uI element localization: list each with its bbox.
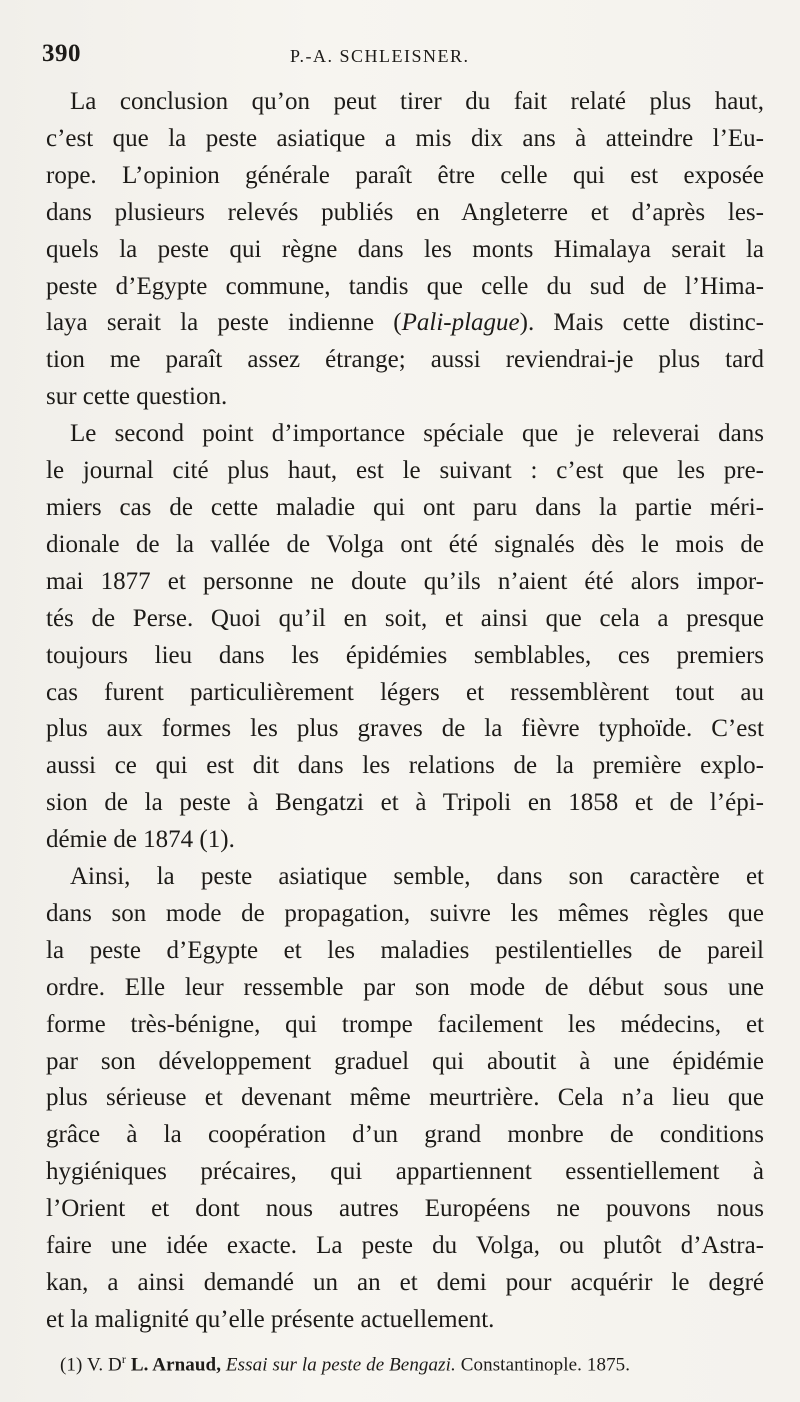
- footnote: [60, 1346, 780, 1378]
- footnote-author: L. Arnaud,: [130, 1354, 222, 1376]
- text-line: dans plusieurs relevés publiés en Angleterre et d’après les-: [46, 198, 764, 226]
- text-line: par son développement graduel qui aboutit à une épidémie: [46, 1047, 764, 1075]
- text-line: l’Orient et dont nous autres Européens ne pouvons nous: [46, 1195, 764, 1223]
- body-text: [46, 84, 764, 1339]
- footnote-publication: Constantinople. 1875.: [460, 1354, 631, 1376]
- text-line: Le second point d’importance spéciale que je releverai dans: [70, 420, 764, 448]
- text-line: plus aux formes les plus graves de la fièvre typhoïde. C’est: [46, 715, 764, 743]
- text-line: mai 1877 et personne ne doute qu’ils n’aient été alors impor-: [46, 567, 764, 595]
- text-line: kan, a ainsi demandé un an et demi pour acquérir le degré: [46, 1269, 764, 1296]
- text-line: sur cette question.: [46, 383, 228, 411]
- text-line: plus sérieuse et devenant même meurtrière. Cela n’a lieu que: [46, 1084, 764, 1112]
- text-line: rope. L’opinion générale paraît être celle qui est exposée: [46, 161, 764, 189]
- italic-term: Pali-plague: [401, 309, 520, 337]
- text-line: peste d’Egypte commune, tandis que celle du sud de l’Hima-: [46, 272, 764, 300]
- running-head: P.-A. SCHLEISNER.: [290, 46, 470, 66]
- text-line: aussi ce qui est dit dans les relations de la première explo-: [46, 752, 764, 780]
- text-line: dionale de la vallée de Volga ont été signalés dès le mois de: [46, 530, 764, 558]
- text-line: hygiéniques précaires, qui appartiennent essentiellement à: [46, 1158, 764, 1186]
- footnote-marker: (1) V. D: [60, 1354, 122, 1376]
- paragraph-3: [46, 859, 764, 1339]
- text-line: le journal cité plus haut, est le suivant : c’est que les pre-: [46, 457, 764, 485]
- text-line: sion de la peste à Bengatzi et à Tripoli en 1858 et de l’épi-: [46, 789, 764, 817]
- text-line: Ainsi, la peste asiatique semble, dans son caractère et: [70, 863, 764, 891]
- paragraph-1: [46, 84, 764, 416]
- paragraph-2: [46, 416, 764, 859]
- text-line: tion me paraît assez étrange; aussi reviendrai-je plus tard: [46, 346, 764, 374]
- text-line: c’est que la peste asiatique a mis dix ans à atteindre l’Eu-: [46, 124, 764, 152]
- text-line: cas furent particulièrement légers et ressemblèrent tout au: [46, 678, 764, 706]
- text-line: La conclusion qu’on peut tirer du fait relaté plus haut,: [70, 88, 764, 115]
- footnote-marker-sup: r: [121, 1352, 126, 1366]
- page-number: 390: [42, 40, 81, 67]
- text-line: et la malignité qu’elle présente actuellement.: [46, 1305, 495, 1333]
- text-line: la peste d’Egypte et les maladies pestilentielles de pareil: [46, 936, 764, 964]
- text-line: démie de 1874 (1).: [46, 826, 235, 854]
- text-line: forme très-bénigne, qui trompe facilement les médecins, et: [46, 1010, 764, 1038]
- text-line: miers cas de cette maladie qui ont paru dans la partie méri-: [46, 493, 764, 521]
- text-line: toujours lieu dans les épidémies semblables, ces premiers: [46, 641, 764, 669]
- text-line: ordre. Elle leur ressemble par son mode de début sous une: [46, 973, 764, 1001]
- footnote-title: Essai sur la peste de Bengazi.: [225, 1354, 456, 1376]
- text-line: faire une idée exacte. La peste du Volga, ou plutôt d’Astra-: [46, 1232, 764, 1260]
- text-line: quels la peste qui règne dans les monts Himalaya serait la: [46, 235, 764, 263]
- text-line: dans son mode de propagation, suivre les mêmes règles que: [46, 899, 764, 927]
- text-line: laya serait la peste indienne (Pali-plague). Mais cette distinc-: [46, 309, 764, 337]
- page-header: [42, 34, 764, 78]
- text-line: tés de Perse. Quoi qu’il en soit, et ainsi que cela a presque: [46, 604, 764, 632]
- text-line: grâce à la coopération d’un grand monbre de conditions: [46, 1121, 764, 1149]
